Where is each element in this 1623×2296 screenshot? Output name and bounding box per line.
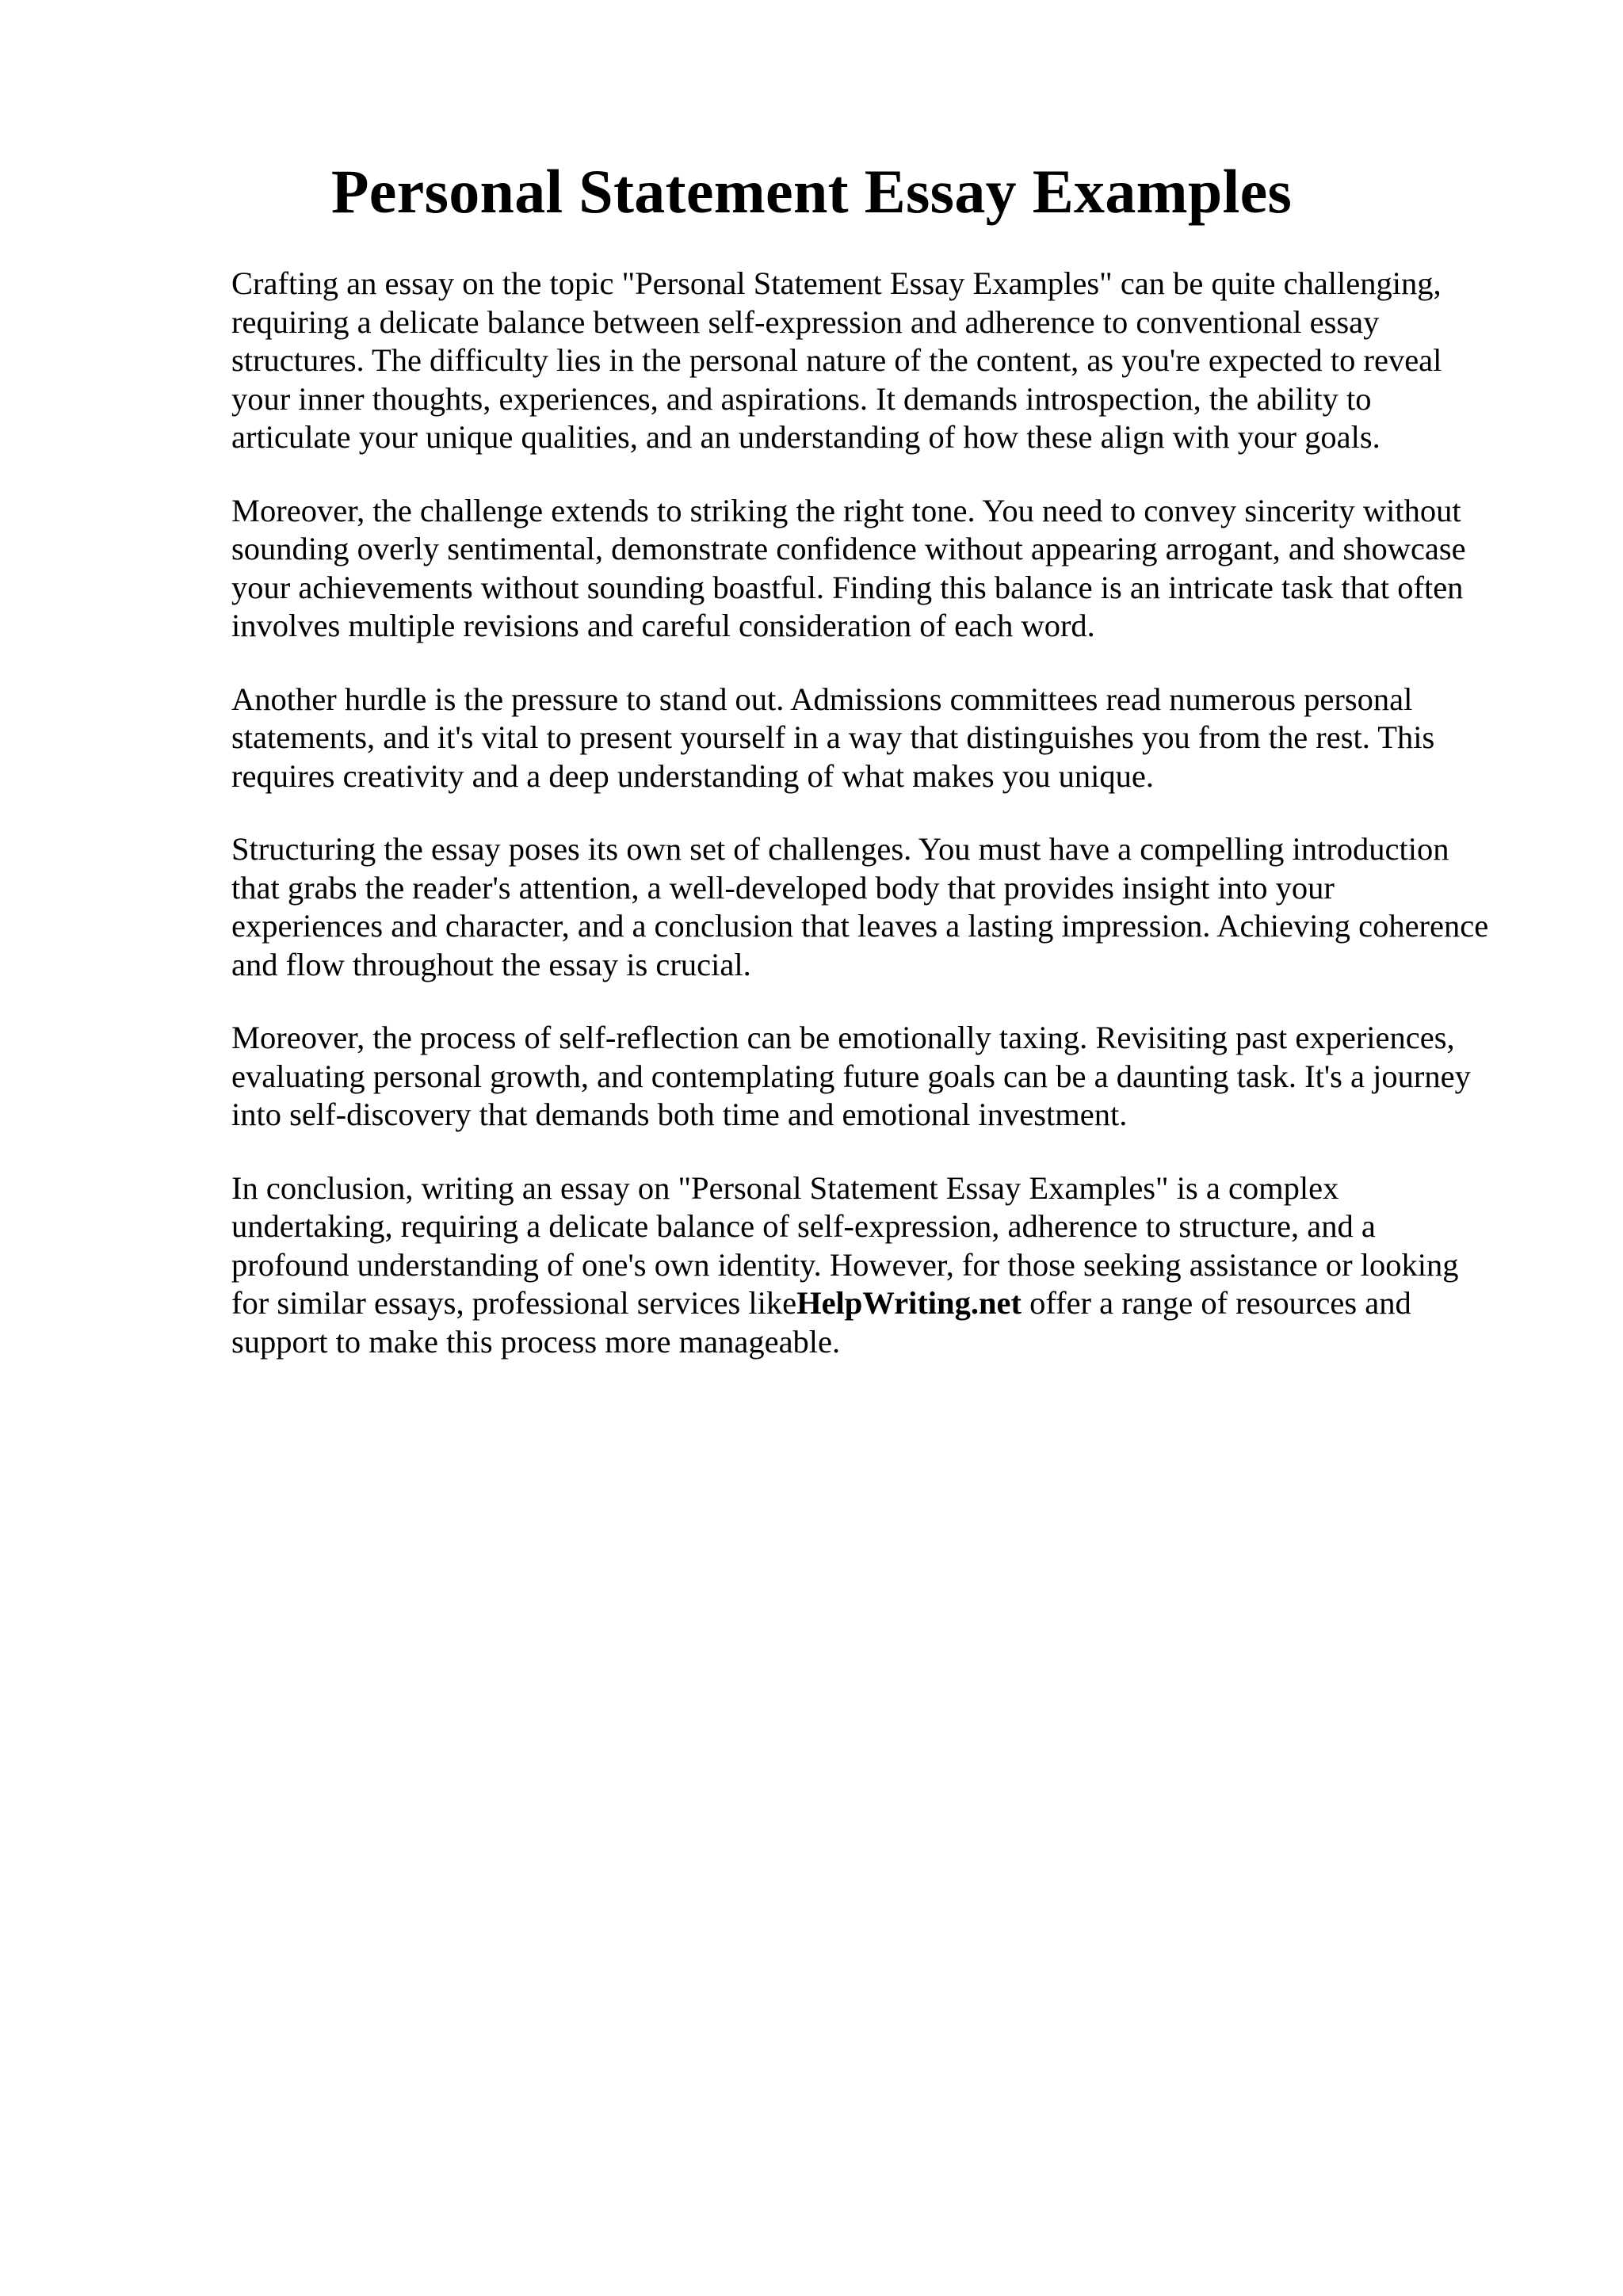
paragraph-line: structures. The difficulty lies in the personal nature of the content, as you're expected to reveal — [231, 342, 1442, 378]
paragraph-line: requiring a delicate balance between self-expression and adherence to conventional essay — [231, 303, 1380, 340]
paragraph-structure — [231, 830, 1579, 984]
paragraph-self-reflection — [231, 1019, 1579, 1135]
paragraph-line-with-link — [231, 1284, 1579, 1323]
paragraph-line: In conclusion, writing an essay on "Personal Statement Essay Examples" is a complex — [231, 1169, 1339, 1206]
line-text-after-link: offer a range of resources and — [1021, 1285, 1411, 1321]
paragraph-line: into self-discovery that demands both time and emotional investment. — [231, 1097, 1128, 1132]
paragraph-line: sounding overly sentimental, demonstrate confidence without appearing arrogant, and showcase — [231, 531, 1466, 566]
paragraph-intro — [231, 265, 1579, 457]
paragraph-line: undertaking, requiring a delicate balance of self-expression, adherence to structure, and a — [231, 1208, 1376, 1244]
paragraph-tone — [231, 492, 1579, 646]
paragraph-line: support to make this process more manageable. — [231, 1323, 841, 1360]
helpwriting-link[interactable]: HelpWriting.net — [796, 1285, 1022, 1321]
paragraph-line: your inner thoughts, experiences, and aspirations. It demands introspection, the ability to — [231, 380, 1372, 417]
essay-body — [231, 265, 1579, 1396]
paragraph-line: evaluating personal growth, and contemplating future goals can be a daunting task. It's a journey — [231, 1058, 1471, 1094]
paragraph-line: and flow throughout the essay is crucial. — [231, 946, 751, 982]
paragraph-line: profound understanding of one's own identity. However, for those seeking assistance or looking — [231, 1246, 1459, 1283]
paragraph-line: articulate your unique qualities, and an understanding of how these align with your goals. — [231, 419, 1381, 455]
line-text-before-link: for similar essays, professional services like — [231, 1285, 797, 1321]
paragraph-line: statements, and it's vital to present yourself in a way that distinguishes you from the rest. This — [231, 719, 1435, 755]
paragraph-line: Moreover, the challenge extends to striking the right tone. You need to convey sincerity without — [231, 492, 1461, 528]
paragraph-line: that grabs the reader's attention, a well-developed body that provides insight into your — [231, 869, 1335, 906]
paragraph-line: involves multiple revisions and careful consideration of each word. — [231, 608, 1095, 643]
paragraph-line: requires creativity and a deep understanding of what makes you unique. — [231, 757, 1154, 794]
paragraph-line: your achievements without sounding boastful. Finding this balance is an intricate task that often — [231, 569, 1464, 605]
paragraph-line: Another hurdle is the pressure to stand out. Admissions committees read numerous personal — [231, 681, 1413, 717]
paragraph-line: Structuring the essay poses its own set of challenges. You must have a compelling introduction — [231, 831, 1449, 867]
paragraph-stand-out — [231, 681, 1579, 796]
paragraph-line: Crafting an essay on the topic "Personal Statement Essay Examples" can be quite challenging, — [231, 265, 1442, 301]
paragraph-line: experiences and character, and a conclusion that leaves a lasting impression. Achieving coherence — [231, 908, 1489, 944]
page-title: Personal Statement Essay Examples — [330, 157, 1293, 226]
paragraph-conclusion — [231, 1169, 1579, 1362]
paragraph-line: Moreover, the process of self-reflection can be emotionally taxing. Revisiting past experiences, — [231, 1020, 1455, 1055]
